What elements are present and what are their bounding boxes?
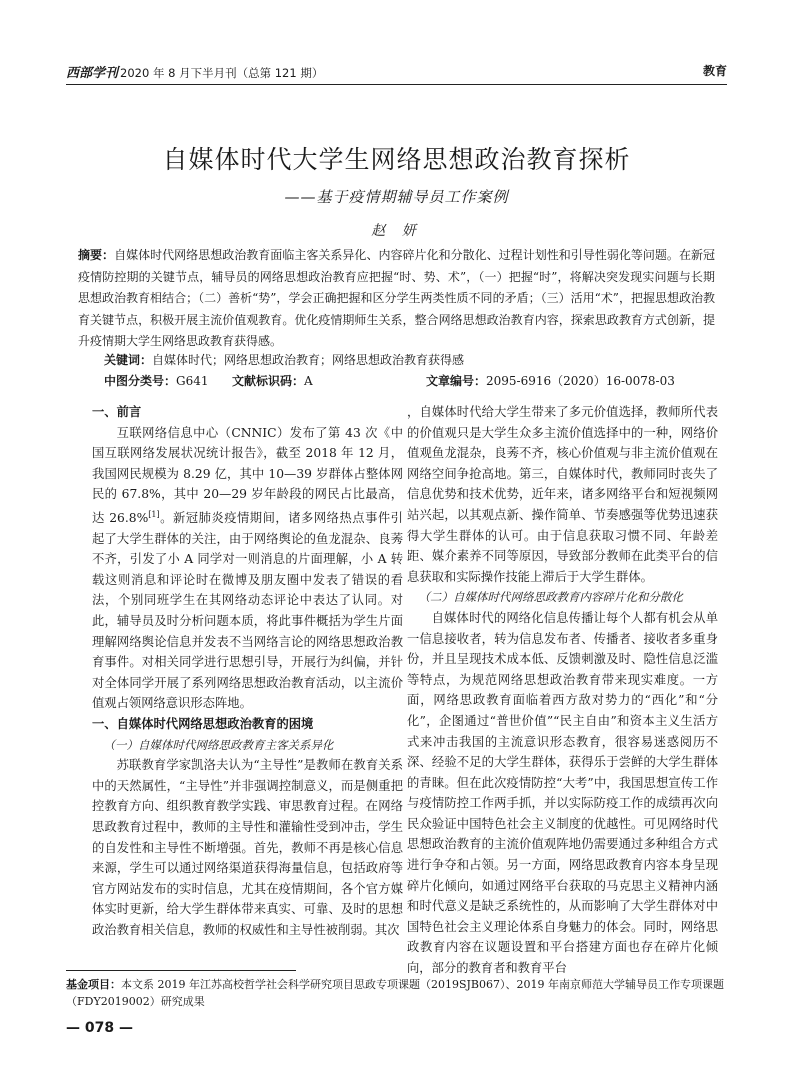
keywords-label: 关键词： — [104, 353, 153, 367]
journal-issue — [66, 62, 323, 81]
clc-label: 中图分类号： — [104, 374, 177, 388]
doc-value: A — [304, 374, 313, 388]
abstract-text: 自媒体时代网络思想政治教育面临主客关系异化、内容碎片化和分散化、过程计划性和引导性弱化等问题。在新冠疫情防控期的关键节点，辅导员的网络思想政治教育应把握“时、势、术”，（一）把握“时”，将解决突发现实问题与长期思想政治教育相结合；（二）善析“势”，学会正确把握和区分学生两类性质不同的矛盾；（三）活用“术”，把握思想政治教育关键节点，积极开展主流价值观教育。优化疫情期师生关系，整合网络思想政治教育内容，探索思政教育方式创新，提升疫情期大学生网络思政教育获得感。 — [78, 248, 715, 348]
section-label: 教育 — [702, 64, 727, 78]
footnote-text: 本文系 2019 年江苏高校哲学社会科学研究项目思政专项课题（2019SJB067）、2019 年南京师范大学辅导员工作专项课题（FDY2019002）研究成果 — [66, 978, 724, 1008]
clc-value: G641 — [176, 374, 209, 388]
paragraph-section-one-1: 苏联教育学家凯洛夫认为“主导性”是教师在教育关系中的天然属性，“主导性”并非强调控制意义，而是侧重把控教育方向、组织教育教学实践、审思教育过程。在网络思政教育过程中，教师的主导性和灌输性受到冲击，学生的自发性和主导性不断增强。首先，教师不再是核心信息来源，学生可以通过网络渠道获得海量信息，包括政府等官方网站发布的实时信息，尤其在疫情期间，各个官方媒体实时更新，给大学生群体带来真实、可靠、及时的思想政治教育相关信息，教师的权威性和主导性被削弱。其次 — [92, 758, 403, 937]
doc-label: 文献标识码： — [232, 374, 305, 388]
funding-footnote — [66, 976, 727, 1010]
article-value: 2095-6916（2020）16-0078-03 — [486, 374, 675, 388]
abstract — [78, 245, 715, 353]
body-column-left — [92, 402, 403, 941]
article-label: 文章编号： — [426, 374, 487, 388]
author-name: 赵 妍 — [371, 223, 422, 239]
keywords — [104, 350, 715, 370]
watermark: ​ — [270, 456, 330, 583]
page-number: — 078 — — [66, 1020, 133, 1036]
heading-section-one-1: （一）自媒体时代网络思政教育主客关系异化 — [103, 737, 334, 752]
clc-code — [104, 371, 209, 391]
paragraph-section-one-2: 自媒体时代的网络化信息传播让每个人都有机会从单一信息接收者，转为信息发布者、传播者、接收者多重身份，并且呈现技术成本低、反馈刺激及时、隐性信息泛滥等特点，为规范网络思想政治教育带来现实难度。一方面，网络思政教育面临着西方敌对势力的“西化”和“分化”，企图通过“普世价值”“民主自由”和资本主义生活方式来冲击我国的主流意识形态教育，很容易迷惑阅历不深、经验不足的大学生群体，获得乐于尝鲜的大学生群体的青睐。但在此次疫情防控“大考”中，我国思想宣传工作与疫情防控工作两手抓，并以实际防疫工作的成绩再次向民众验证中国特色社会主义制度的优越性。可见网络时代思想政治教育的主流价值观阵地仍需要通过多种组合方式进行争夺和占领。另一方面，网络思政教育内容本身呈现碎片化倾向，如通过网络平台获取的马克思主义精神内涵和时代意义是缺乏系统性的，从而影响了大学生群体对中国特色社会主义理论体系自身魅力的体会。同时，网络思政教育内容在议题设置和平台搭建方面也存在碎片化倾向，部分的教育者和教育平台 — [407, 610, 718, 976]
running-header — [66, 62, 727, 82]
abstract-label: 摘要： — [78, 248, 115, 262]
paragraph-intro — [92, 423, 403, 714]
intro-text-1: 互联网络信息中心（CNNIC）发布了第 43 次《中国互联网络发展状况统计报告》，截至 2018 年 12 月，我国网民规模为 8.29 亿，其中 10—39 岁群体占整体网民的 67.8%，其中 20—29 岁年龄段的网民占比最高，达 26.8% — [92, 425, 403, 526]
citation-1: [1] — [148, 509, 160, 519]
paragraph-section-one-1-continued: ，自媒体时代给大学生带来了多元价值选择，教师所代表的价值观只是大学生众多主流价值选择中的一种，网络价值观鱼龙混杂，良莠不齐，核心价值观与非主流价值观在网络空间争抢高地。第三，自媒体时代，教师同时丧失了信息优势和技术优势，近年来，诸多网络平台和短视频网站兴起，以其观点新、操作简单、节奏感强等优势迅速获得大学生群体的认可。由于信息获取习惯不同、年龄差距、媒介素养不同等原因，导致部分教师在此类平台的信息获取和实际操作技能上滞后于大学生群体。 — [407, 405, 718, 584]
issue-text: 2020 年 8 月下半月刊（总第 121 期） — [120, 66, 324, 80]
body-column-right — [407, 402, 718, 979]
article-subtitle: ——基于疫情期辅导员工作案例 — [284, 188, 509, 206]
doc-code — [232, 371, 313, 391]
heading-section-one: 一、自媒体时代网络思想政治教育的困境 — [92, 717, 314, 731]
footnote-label: 基金项目： — [66, 978, 121, 991]
article-code — [426, 371, 675, 391]
journal-logo: 西部学刊 — [66, 66, 119, 81]
heading-section-one-2: （二）自媒体时代网络思政教育内容碎片化和分散化 — [418, 590, 683, 605]
intro-text-2: 。新冠肺炎疫情期间，诸多网络热点事件引起了大学生群体的关注，由于网络舆论的鱼龙混杂、良莠不齐，引发了小 A 同学对一则消息的片面理解，小 A 转载这则消息和评论时在微博及朋友圈中发表了错误的看法，个别同班学生在其网络动态评论中表达了认同。对此，辅导员及时分析问题本质，将此事件概括为学生片面理解网络舆论信息并发表不当网络言论的网络思想政治教育事件。对相关同学进行思想引导，开展行为纠偏，并针对全体同学开展了系列网络思想政治教育活动，以主流价值观占领网络意识形态阵地。 — [92, 511, 403, 711]
footnote-divider — [66, 970, 296, 971]
article-title: 自媒体时代大学生网络思想政治教育探析 — [162, 145, 631, 174]
header-divider — [66, 84, 727, 85]
keywords-text: 自媒体时代；网络思想政治教育；网络思想政治教育获得感 — [152, 353, 465, 367]
heading-intro: 一、前言 — [92, 405, 142, 419]
